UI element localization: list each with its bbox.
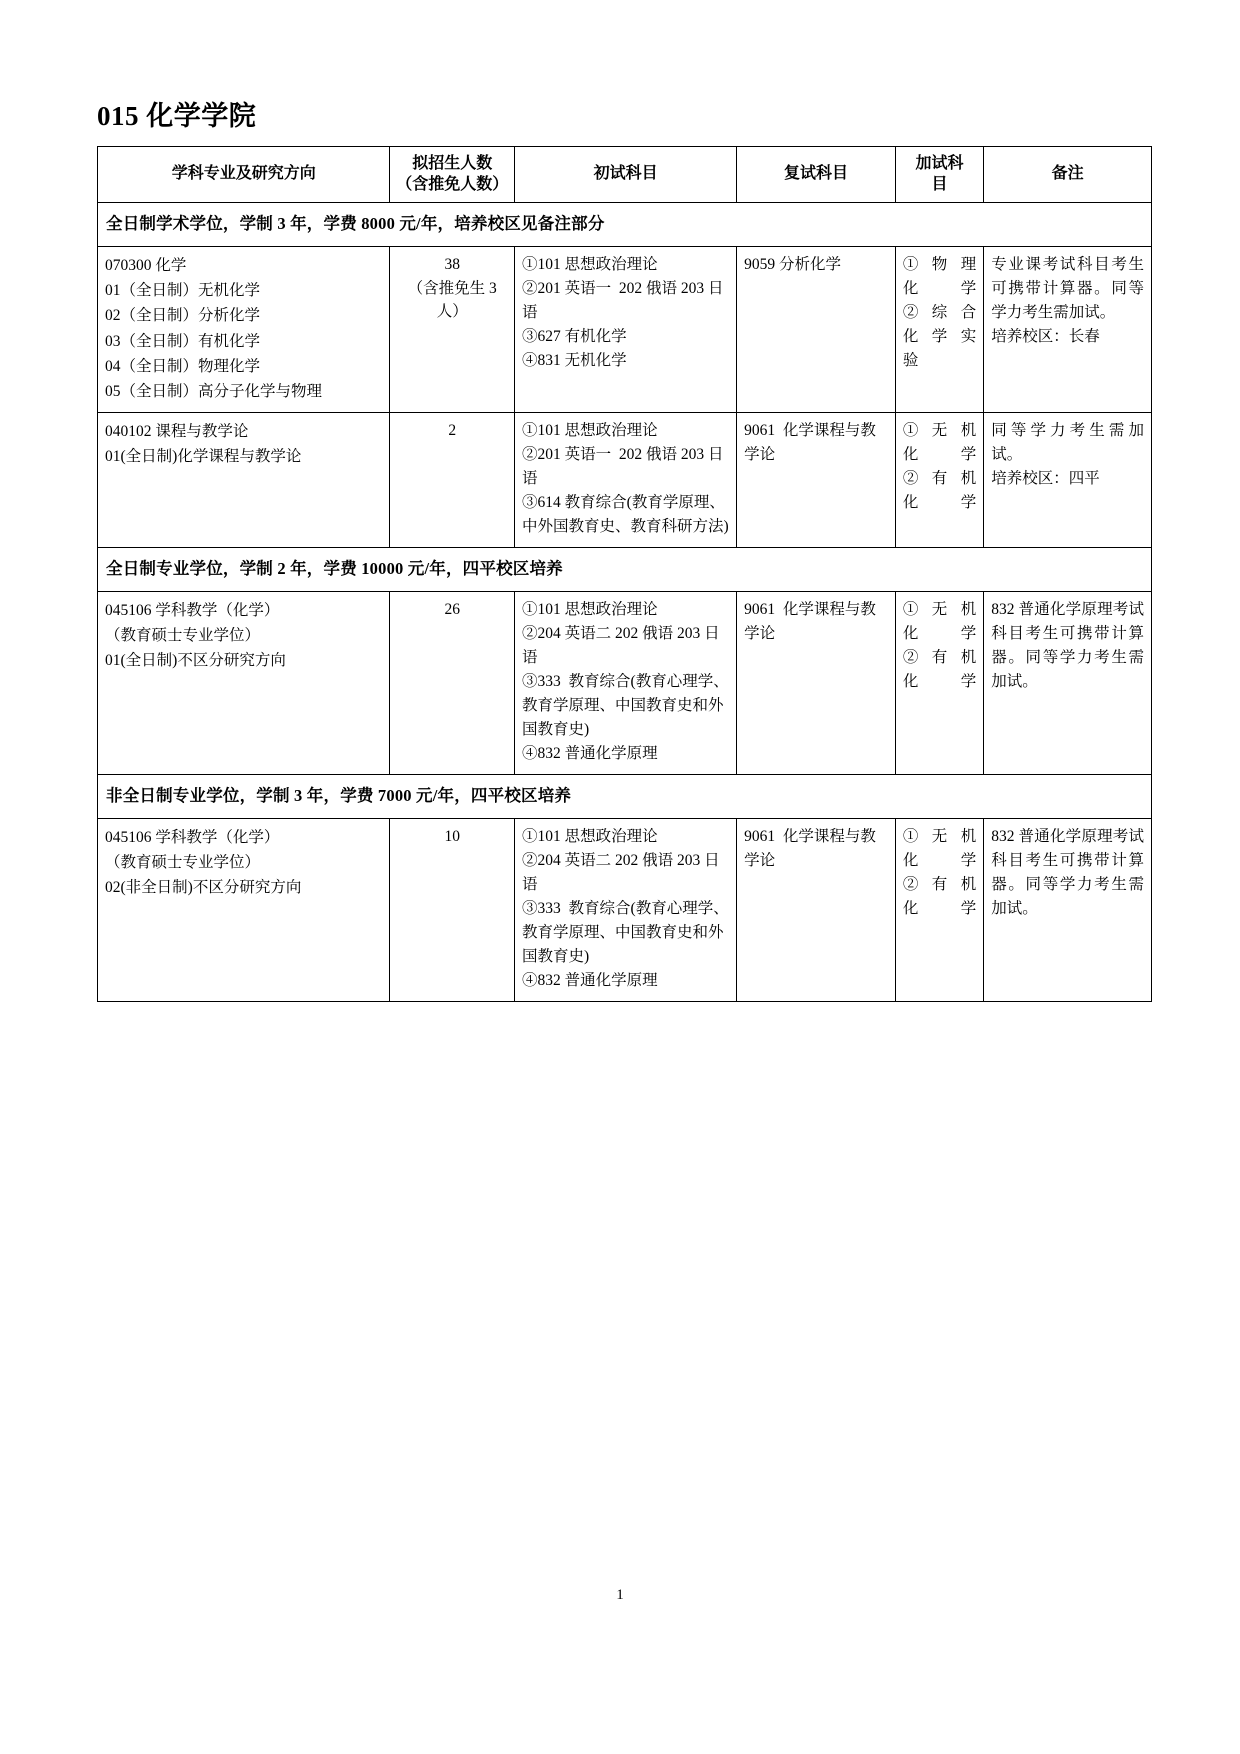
- page-number: 1: [616, 1587, 624, 1603]
- cell-extra-exam: ① 无 机 化学 ② 有 机 化学: [895, 591, 983, 774]
- cell-second-exam: 9061 化学课程与教学论: [737, 591, 896, 774]
- cell-quota: 26: [390, 591, 515, 774]
- table-row: [98, 591, 1152, 774]
- cell-major: 040102 课程与教学论 01(全日制)化学课程与教学论: [98, 412, 390, 547]
- section-banner-row: [98, 203, 1152, 247]
- table-header-row: [98, 146, 1152, 203]
- table-row: [98, 247, 1152, 413]
- page-title: 015 化学学院: [97, 101, 257, 131]
- cell-first-exam: ①101 思想政治理论 ②204 英语二 202 俄语 203 日语 ③333 教育综合(教育心理学、教育学原理、中国教育史和外国教育史) ④832 普通化学原理: [515, 591, 737, 774]
- column-header-major: 学科专业及研究方向: [98, 146, 390, 203]
- section-banner-row: [98, 548, 1152, 592]
- admissions-table-body: [98, 203, 1152, 1002]
- cell-second-exam: 9061 化学课程与教学论: [737, 818, 896, 1001]
- column-header-second-exam: 复试科目: [737, 146, 896, 203]
- cell-remark: 同等学力考生需加试。 培养校区：四平: [984, 412, 1152, 547]
- cell-extra-exam: ① 物 理 化学 ② 综 合 化 学 实 验: [895, 247, 983, 413]
- cell-major: 070300 化学 01（全日制）无机化学 02（全日制）分析化学 03（全日制）有机化学 04（全日制）物理化学 05（全日制）高分子化学与物理: [98, 247, 390, 413]
- cell-first-exam: ①101 思想政治理论 ②201 英语一 202 俄语 203 日语 ③627 有机化学 ④831 无机化学: [515, 247, 737, 413]
- column-header-extra-exam: 加试科 目: [895, 146, 983, 203]
- cell-second-exam: 9059 分析化学: [737, 247, 896, 413]
- cell-first-exam: ①101 思想政治理论 ②204 英语二 202 俄语 203 日语 ③333 教育综合(教育心理学、教育学原理、中国教育史和外国教育史) ④832 普通化学原理: [515, 818, 737, 1001]
- cell-quota: 10: [390, 818, 515, 1001]
- cell-quota: 38 （含推免生 3 人）: [390, 247, 515, 413]
- section-banner-row: [98, 775, 1152, 819]
- section-banner-text: 非全日制专业学位，学制 3 年，学费 7000 元/年，四平校区培养: [98, 775, 1152, 819]
- cell-major: 045106 学科教学（化学） （教育硕士专业学位） 01(全日制)不区分研究方向: [98, 591, 390, 774]
- cell-remark: 专业课考试科目考生可携带计算器。同等学力考生需加试。 培养校区：长春: [984, 247, 1152, 413]
- section-banner-text: 全日制专业学位，学制 2 年，学费 10000 元/年，四平校区培养: [98, 548, 1152, 592]
- table-row: [98, 412, 1152, 547]
- column-header-quota: 拟招生人数 （含推免人数）: [390, 146, 515, 203]
- admissions-table: [97, 146, 1152, 1002]
- cell-extra-exam: ① 无 机 化学 ② 有 机 化学: [895, 818, 983, 1001]
- cell-second-exam: 9061 化学课程与教学论: [737, 412, 896, 547]
- cell-remark: 832 普通化学原理考试科目考生可携带计算器。同等学力考生需加试。: [984, 591, 1152, 774]
- column-header-first-exam: 初试科目: [515, 146, 737, 203]
- table-row: [98, 818, 1152, 1001]
- cell-remark: 832 普通化学原理考试科目考生可携带计算器。同等学力考生需加试。: [984, 818, 1152, 1001]
- cell-quota: 2: [390, 412, 515, 547]
- column-header-remark: 备注: [984, 146, 1152, 203]
- cell-extra-exam: ① 无 机 化学 ② 有 机 化学: [895, 412, 983, 547]
- cell-first-exam: ①101 思想政治理论 ②201 英语一 202 俄语 203 日语 ③614 教育综合(教育学原理、中外国教育史、教育科研方法): [515, 412, 737, 547]
- cell-major: 045106 学科教学（化学） （教育硕士专业学位） 02(非全日制)不区分研究方向: [98, 818, 390, 1001]
- section-banner-text: 全日制学术学位，学制 3 年，学费 8000 元/年，培养校区见备注部分: [98, 203, 1152, 247]
